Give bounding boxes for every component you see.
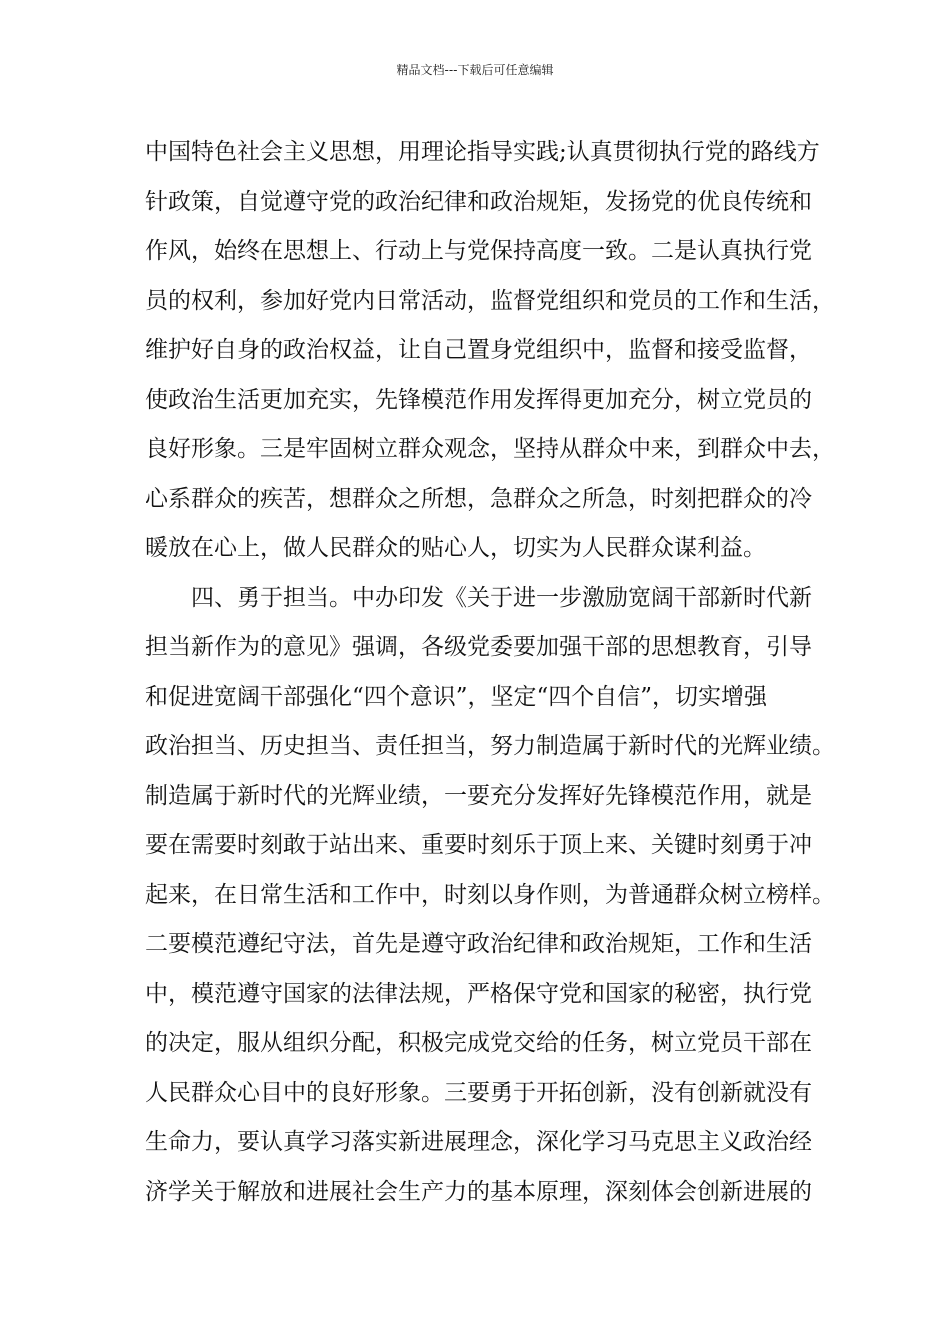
text-line: 员的权利，参加好党内日常活动，监督党组织和党员的工作和生活，	[145, 287, 835, 314]
text-line: 维护好自身的政治权益，让自己置身党组织中，监督和接受监督，	[145, 337, 812, 363]
text-line: 二要模范遵纪守法，首先是遵守政治纪律和政治规矩，工作和生活	[145, 931, 812, 957]
text-line: 和促进宽阔干部强化“四个意识”，坚定“四个自信”，切实增强	[145, 683, 768, 710]
text-line: 济学关于解放和进展社会生产力的基本原理，深刻体会创新进展的	[145, 1178, 812, 1205]
text-line: 四、勇于担当。中办印发《关于进一步激励宽阔干部新时代新	[191, 584, 812, 611]
body-text	[145, 128, 845, 1217]
text-line: 针政策，自觉遵守党的政治纪律和政治规矩，发扬党的优良传统和	[145, 188, 812, 215]
text-line: 政治担当、历史担当、责任担当，努力制造属于新时代的光辉业绩。	[145, 733, 835, 759]
text-line: 起来，在日常生活和工作中，时刻以身作则，为普通群众树立榜样。	[145, 881, 835, 908]
text-line: 制造属于新时代的光辉业绩，一要充分发挥好先锋模范作用，就是	[145, 782, 812, 809]
text-line: 良好形象。三是牢固树立群众观念，坚持从群众中来，到群众中去，	[145, 436, 835, 462]
text-line: 生命力，要认真学习落实新进展理念，深化学习马克思主义政治经	[145, 1129, 812, 1155]
text-line: 作风，始终在思想上、行动上与党保持高度一致。二是认真执行党	[145, 238, 812, 264]
page-header: 精品文档---下载后可任意编辑	[396, 63, 554, 77]
text-line: 使政治生活更加充实，先锋模范作用发挥得更加充分，树立党员的	[145, 386, 812, 413]
text-line: 中，模范遵守国家的法律法规，严格保守党和国家的秘密，执行党	[145, 980, 812, 1007]
text-line: 暖放在心上，做人民群众的贴心人，切实为人民群众谋利益。	[145, 535, 766, 561]
text-line: 中国特色社会主义思想，用理论指导实践;认真贯彻执行党的路线方	[145, 139, 820, 165]
text-line: 的决定，服从组织分配，积极完成党交给的任务，树立党员干部在	[145, 1030, 812, 1056]
text-line: 心系群众的疾苦，想群众之所想，急群众之所急，时刻把群众的冷	[145, 485, 812, 512]
text-line: 担当新作为的意见》强调，各级党委要加强干部的思想教育，引导	[145, 634, 812, 660]
text-line: 人民群众心目中的良好形象。三要勇于开拓创新，没有创新就没有	[145, 1079, 812, 1106]
text-line: 要在需要时刻敢于站出来、重要时刻乐于顶上来、关键时刻勇于冲	[145, 832, 812, 858]
